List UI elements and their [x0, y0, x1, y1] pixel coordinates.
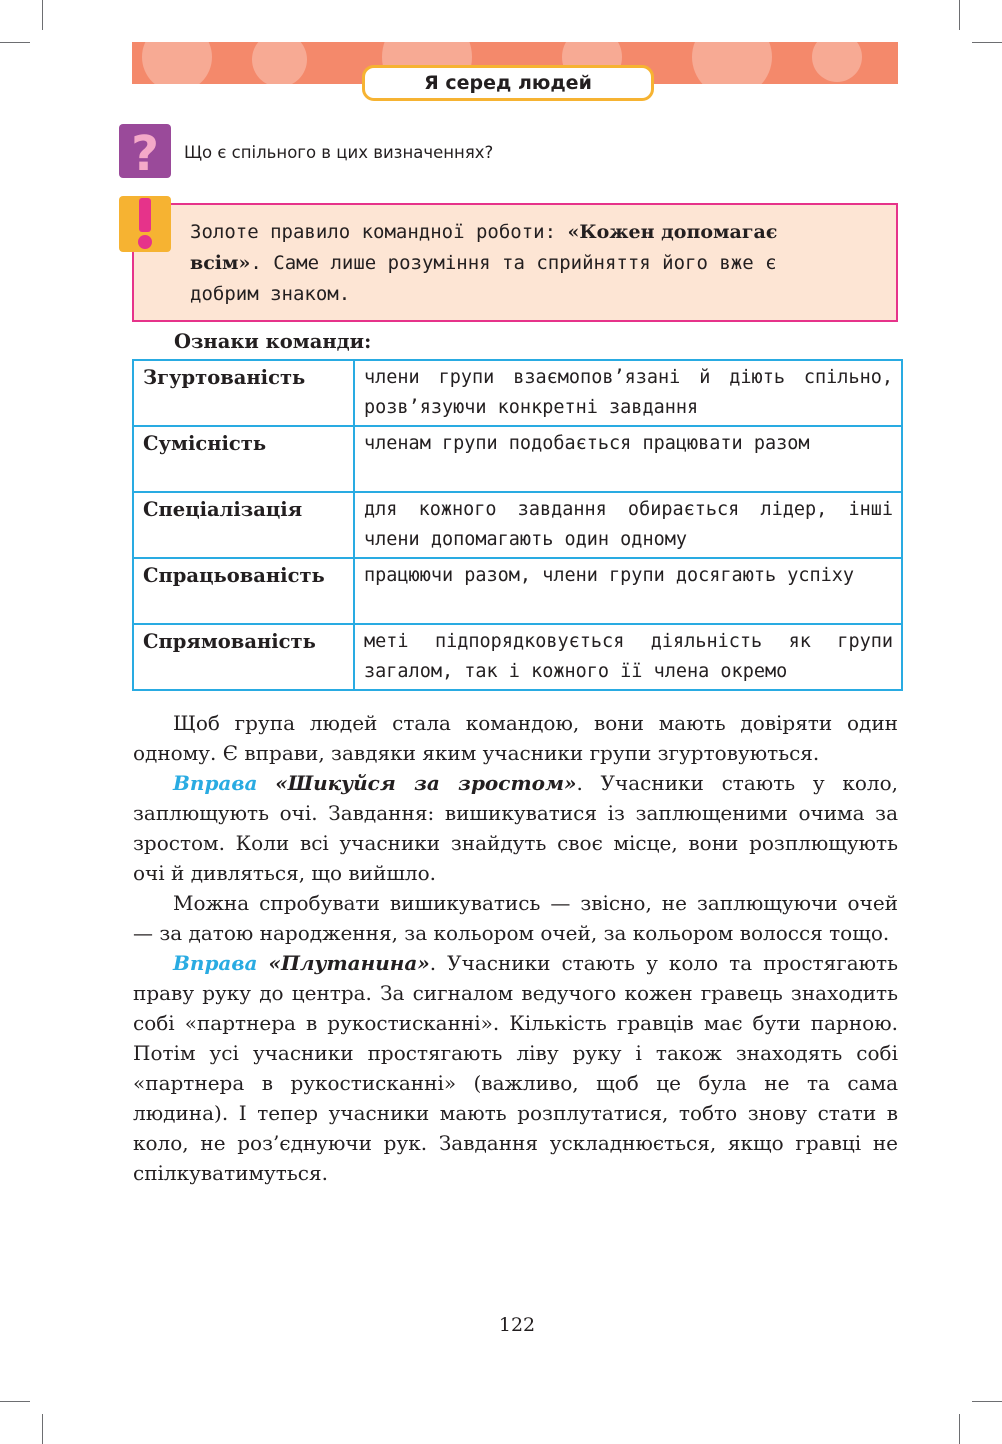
rule-rest: . Саме лише розуміння та сприйняття його вже є добрим знаком.	[190, 252, 777, 305]
trait-description: членам групи подобається працювати разом	[354, 426, 902, 492]
trait-term: Спрямованість	[133, 624, 354, 690]
body-text	[133, 708, 898, 1188]
crop-mark	[0, 1401, 30, 1402]
table-row	[133, 624, 902, 690]
trait-description: меті підпорядковується діяльність як групи загалом, так і кожного її члена окремо	[354, 624, 902, 690]
trait-description: для кожного завдання обирається лідер, інші члени допомагають один одному	[354, 492, 902, 558]
rule-lead: Золоте правило командної роботи:	[190, 221, 568, 243]
crop-mark	[972, 1401, 1002, 1402]
crop-mark	[42, 0, 43, 30]
trait-term: Сумісність	[133, 426, 354, 492]
exercise-name: «Шикуйся за зростом»	[275, 771, 577, 795]
question-mark-icon	[119, 124, 171, 178]
paragraph	[133, 948, 898, 1188]
paragraph	[133, 768, 898, 888]
trait-term: Спрацьованість	[133, 558, 354, 624]
trait-description: члени групи взаємопов’язані й діють спільно, розв’язуючи конкретні завдання	[354, 360, 902, 426]
section-title: Я серед людей	[362, 65, 654, 101]
table-row	[133, 426, 902, 492]
crop-mark	[972, 42, 1002, 43]
table-row	[133, 492, 902, 558]
exercise-text: . Учасники стають у коло та простягають праву руку до центра. За сигналом ведучого кожен гравець знаходить собі «партнера в рукостисканні». Кількість гравців має бути парною. Потім усі учасники простягають ліву руку і також знаходять собі «партнера в рукостисканні» (важливо, щоб це була не та сама людина). І тепер учасники мають розплутатися, тобто знову стати в коло, не роз’єднуючи рук. Завдання ускладнюється, якщо гравці не спілкуватимуться.	[133, 951, 899, 1185]
rule-bold: «Кожен допомагає всім»	[190, 221, 778, 274]
page-number: 122	[498, 1314, 536, 1336]
exercise-name: «Плутанина»	[268, 951, 430, 975]
question-text: Що є спільного в цих визначеннях?	[184, 143, 494, 162]
crop-mark	[959, 0, 960, 30]
trait-term: Спеціалізація	[133, 492, 354, 558]
trait-term: Згуртованість	[133, 360, 354, 426]
exercise-text: . Учасники стають у коло, заплющують очі. Завдання: вишикуватися із заплющеними очима за зростом. Коли всі учасники знайдуть своє місце, вони розплющують очі й дивляться, що вийшло.	[133, 771, 899, 885]
table-row	[133, 558, 902, 624]
svg-text:?: ?	[131, 126, 159, 178]
table-caption: Ознаки команди:	[174, 330, 372, 353]
paragraph: Можна спробувати вишикуватись — звісно, не заплющуючи очей — за датою народження, за кольором очей, за кольором волосся тощо.	[133, 891, 898, 945]
crop-mark	[42, 1414, 43, 1444]
exercise-label: Вправа	[173, 771, 258, 795]
golden-rule-box	[132, 203, 898, 322]
trait-description: працюючи разом, члени групи досягають успіху	[354, 558, 902, 624]
crop-mark	[0, 42, 30, 43]
table-row	[133, 360, 902, 426]
crop-mark	[959, 1414, 960, 1444]
team-traits-table	[132, 359, 903, 691]
exercise-label: Вправа	[173, 951, 258, 975]
paragraph: Щоб група людей стала командою, вони мають довіряти один одному. Є вправи, завдяки яким учасники групи згуртовуються.	[133, 711, 898, 765]
exclamation-icon	[119, 196, 171, 252]
golden-rule-text	[190, 217, 850, 310]
